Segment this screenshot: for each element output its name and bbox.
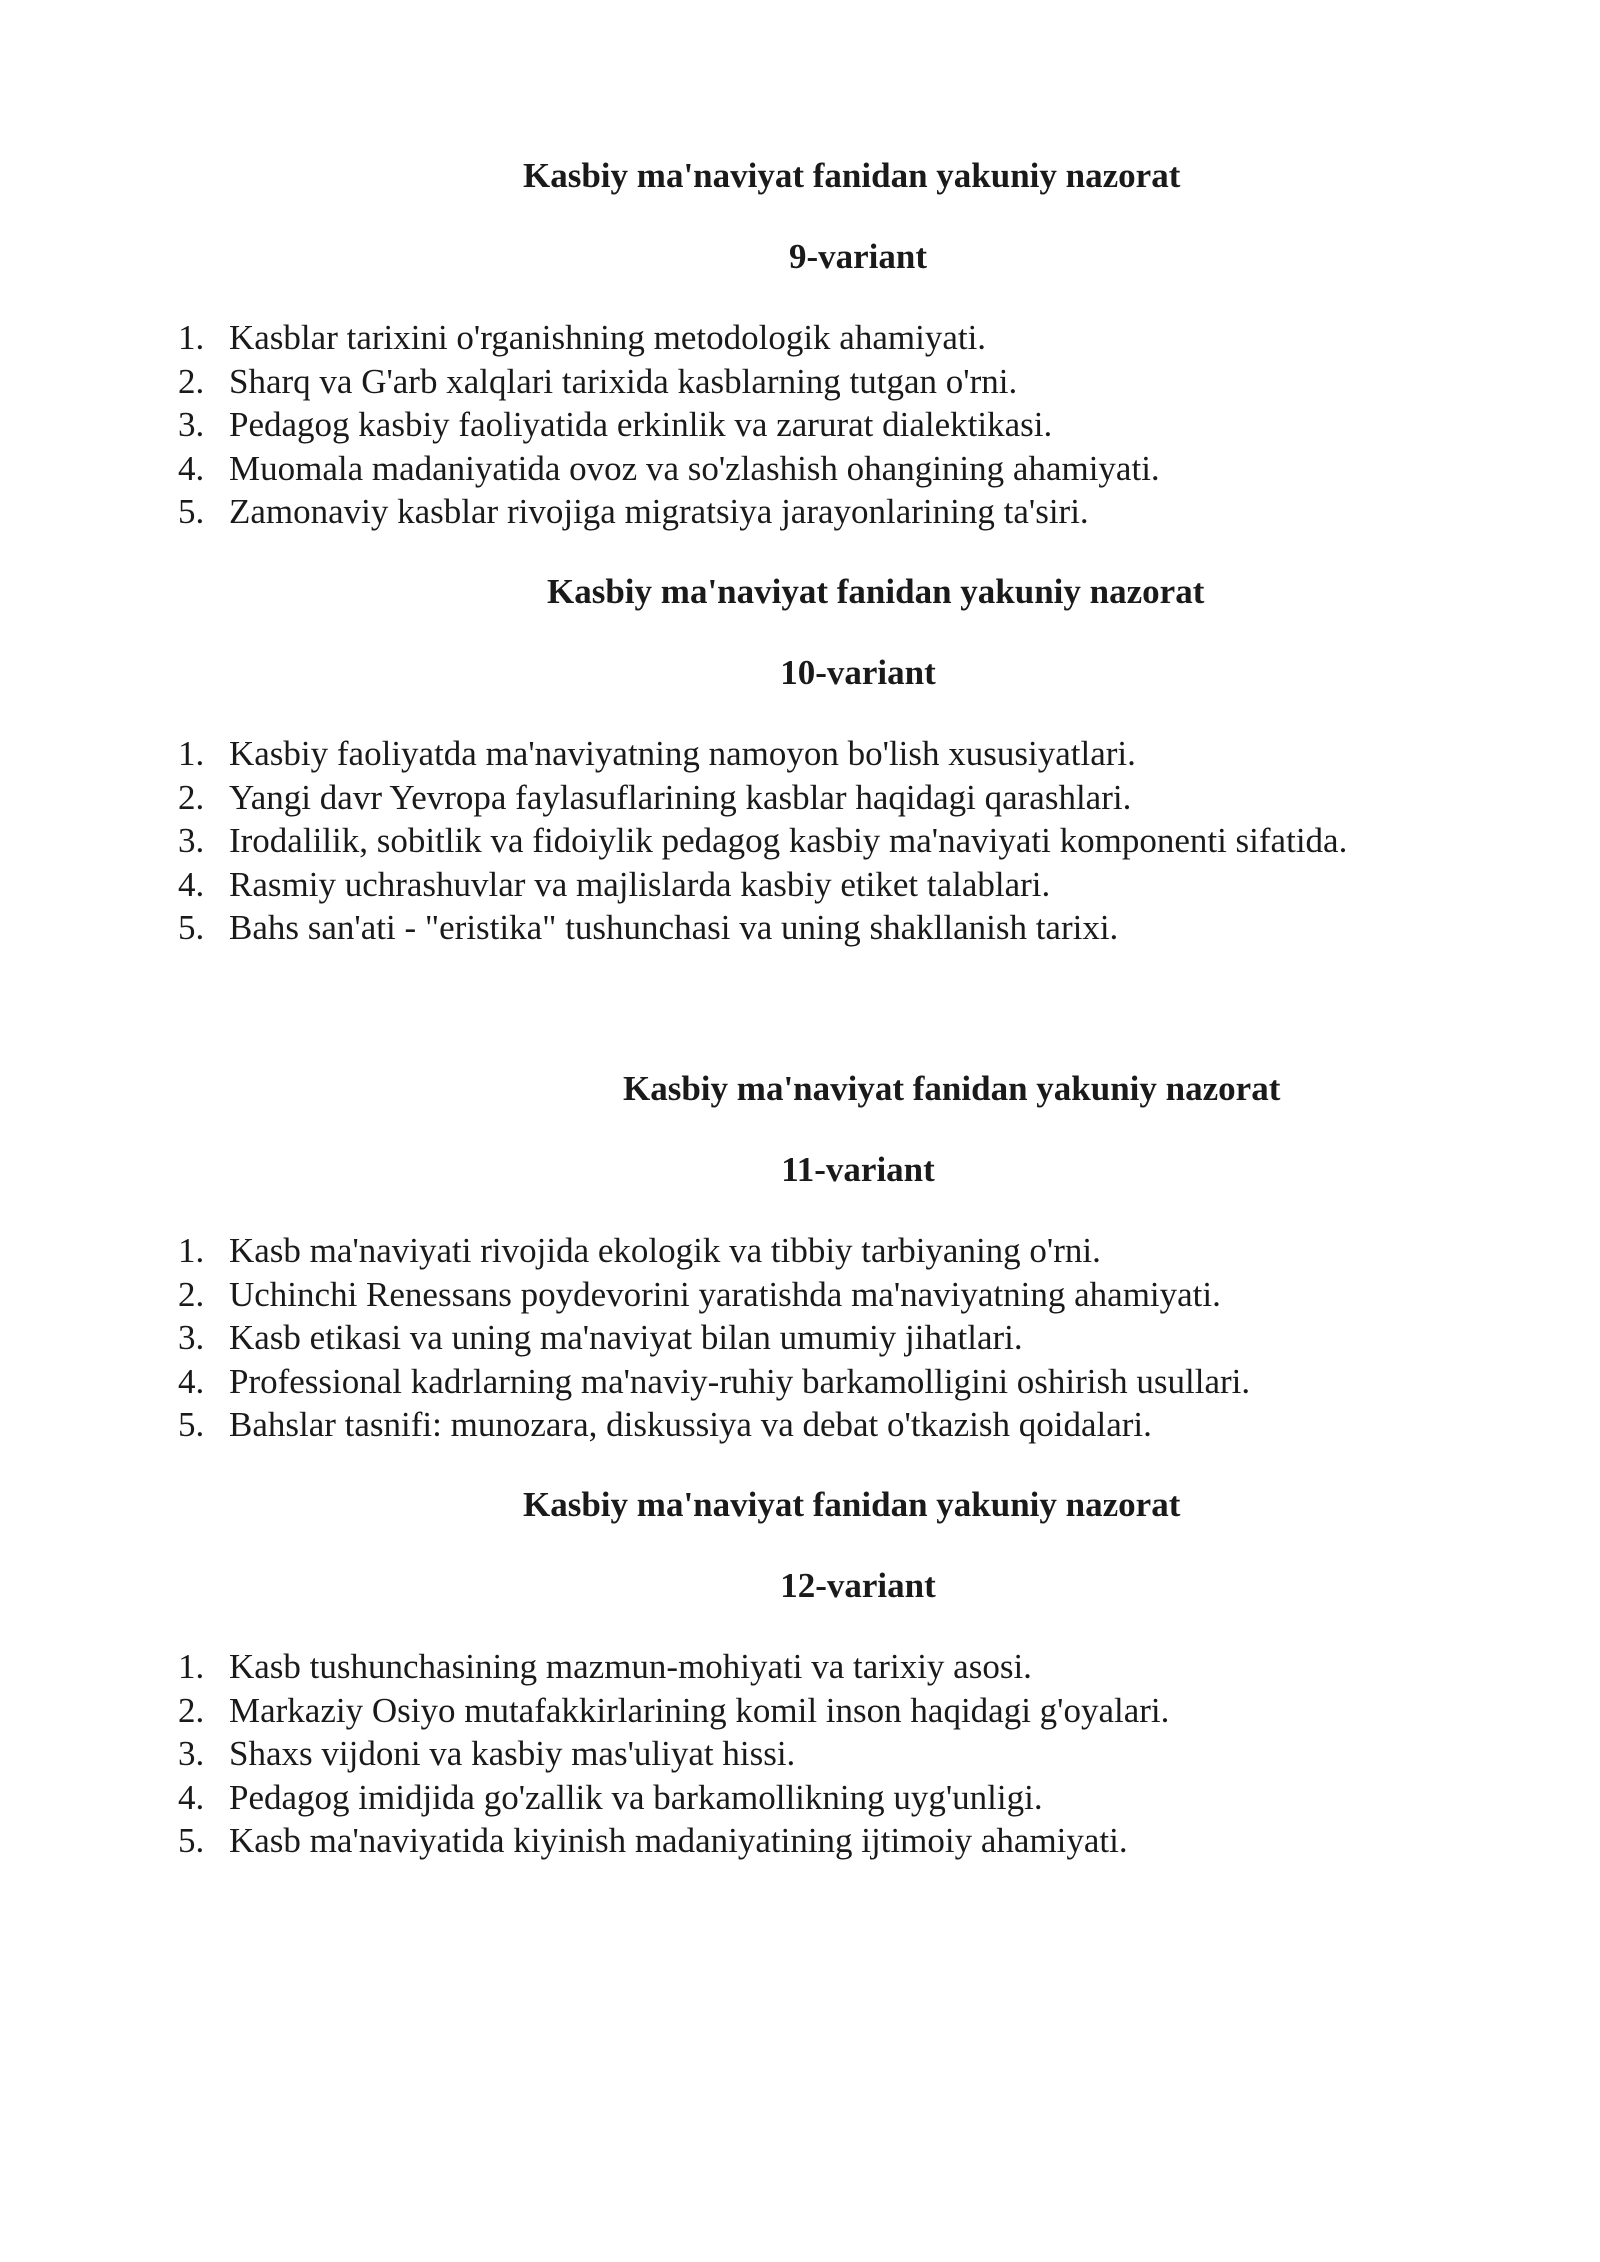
question-text: Kasb ma'naviyati rivojida ekologik va tibbiy tarbiyaning o'rni.: [229, 1231, 1101, 1270]
question-text: Markaziy Osiyo mutafakkirlarining komil inson haqidagi g'oyalari.: [229, 1690, 1170, 1730]
variant-heading: 11-variant: [781, 1150, 935, 1189]
section-title: Kasbiy ma'naviyat fanidan yakuniy nazorat: [623, 1069, 1281, 1108]
question-text: Bahs san'ati - "eristika" tushunchasi va uning shakllanish tarixi.: [229, 908, 1119, 947]
question-number: 5.: [178, 1821, 205, 1860]
question-number: 4.: [178, 448, 205, 488]
question-number: 2.: [178, 1274, 205, 1314]
question-number: 2.: [178, 777, 205, 817]
question-number: 3.: [178, 405, 205, 444]
question-text: Zamonaviy kasblar rivojiga migratsiya jarayonlarining ta'siri.: [229, 492, 1089, 531]
question-number: 1.: [178, 1231, 205, 1270]
variant-heading: 9-variant: [788, 237, 928, 276]
question-text: Kasblar tarixini o'rganishning metodologik ahamiyati.: [229, 318, 987, 357]
question-text: Shaxs vijdoni va kasbiy mas'uliyat hissi.: [229, 1734, 796, 1773]
question-text: Kasb tushunchasining mazmun-mohiyati va tarixiy asosi.: [229, 1647, 1032, 1686]
question-number: 3.: [178, 821, 205, 860]
variant-heading: 12-variant: [780, 1566, 936, 1605]
question-text: Rasmiy uchrashuvlar va majlislarda kasbiy etiket talablari.: [229, 864, 1051, 904]
question-number: 4.: [178, 1361, 205, 1401]
question-text: Uchinchi Renessans poydevorini yaratishda ma'naviyatning ahamiyati.: [229, 1274, 1221, 1314]
question-number: 5.: [178, 492, 205, 531]
question-text: Sharq va G'arb xalqlari tarixida kasblarning tutgan o'rni.: [229, 361, 1018, 401]
question-text: Kasbiy faoliyatda ma'naviyatning namoyon bo'lish xususiyatlari.: [229, 734, 1136, 773]
section-title: Kasbiy ma'naviyat fanidan yakuniy nazorat: [523, 1485, 1181, 1524]
question-text: Pedagog kasbiy faoliyatida erkinlik va zarurat dialektikasi.: [229, 405, 1053, 444]
question-text: Muomala madaniyatida ovoz va so'zlashish ohangining ahamiyati.: [229, 448, 1160, 488]
section-title: Kasbiy ma'naviyat fanidan yakuniy nazorat: [523, 156, 1181, 195]
question-number: 4.: [178, 864, 205, 904]
question-number: 1.: [178, 318, 205, 357]
question-text: Bahslar tasnifi: munozara, diskussiya va debat o'tkazish qoidalari.: [229, 1405, 1152, 1444]
question-number: 1.: [178, 734, 205, 773]
question-number: 5.: [178, 1405, 205, 1444]
question-text: Irodalilik, sobitlik va fidoiylik pedagog kasbiy ma'naviyati komponenti sifatida.: [229, 821, 1348, 860]
question-number: 5.: [178, 908, 205, 947]
question-number: 4.: [178, 1777, 205, 1817]
question-number: 2.: [178, 361, 205, 401]
question-text: Kasb etikasi va uning ma'naviyat bilan umumiy jihatlari.: [229, 1318, 1023, 1357]
question-number: 1.: [178, 1647, 205, 1686]
variant-heading: 10-variant: [780, 653, 936, 692]
question-text: Kasb ma'naviyatida kiyinish madaniyatining ijtimoiy ahamiyati.: [229, 1821, 1128, 1860]
section-title: Kasbiy ma'naviyat fanidan yakuniy nazorat: [547, 572, 1205, 611]
question-number: 3.: [178, 1318, 205, 1357]
question-text: Professional kadrlarning ma'naviy-ruhiy barkamolligini oshirish usullari.: [229, 1361, 1251, 1401]
question-text: Pedagog imidjida go'zallik va barkamollikning uyg'unligi.: [229, 1777, 1043, 1817]
question-text: Yangi davr Yevropa faylasuflarining kasblar haqidagi qarashlari.: [229, 777, 1132, 817]
question-number: 2.: [178, 1690, 205, 1730]
question-number: 3.: [178, 1734, 205, 1773]
